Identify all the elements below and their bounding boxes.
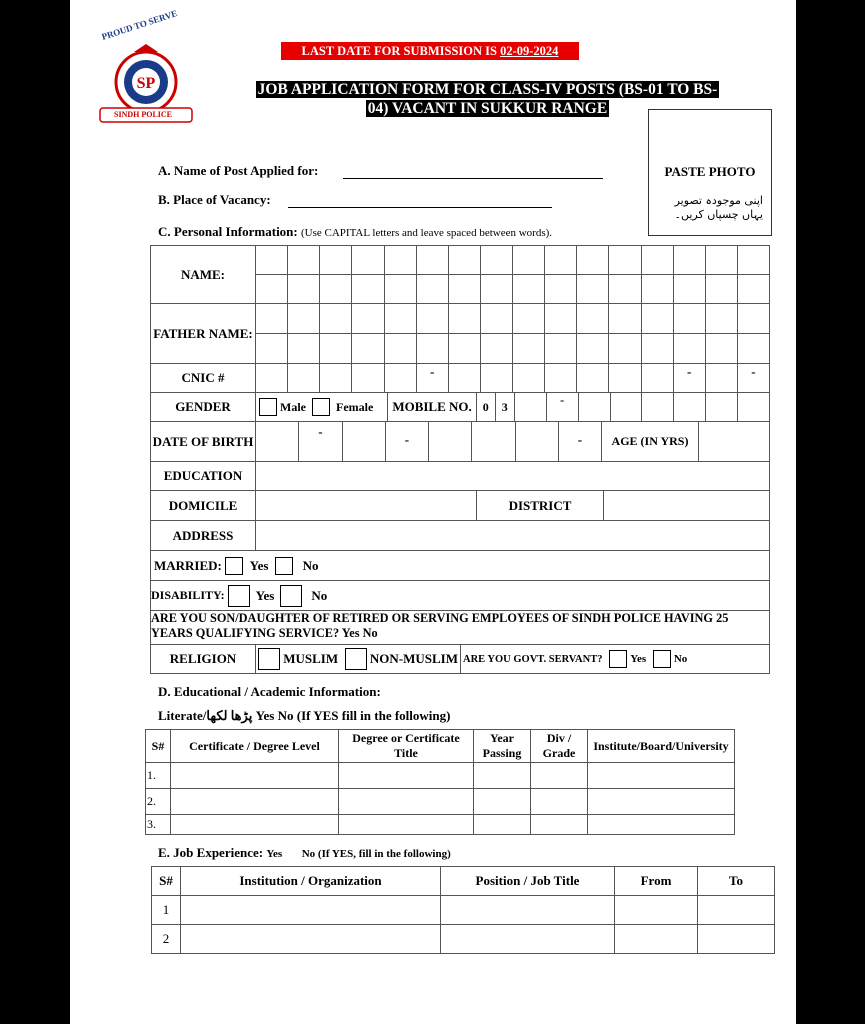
education-field[interactable] <box>256 462 770 491</box>
edu-col-level: Certificate / Degree Level <box>171 730 339 763</box>
female-checkbox[interactable] <box>312 398 330 416</box>
muslim-label: MUSLIM <box>283 651 339 666</box>
mobile-digit-1: 0 <box>476 393 495 421</box>
edu-col-year: Year Passing <box>474 730 531 763</box>
name-label: NAME: <box>151 246 256 304</box>
logo-top-text: PROUD TO SERVE <box>100 8 179 42</box>
logo-bottom-text: SINDH POLICE <box>114 110 173 119</box>
education-section-heading: D. Educational / Academic Information: <box>158 684 381 699</box>
table-row[interactable]: 2 <box>152 925 775 954</box>
govt-servant-question: ARE YOU GOVT. SERVANT? <box>460 645 602 673</box>
place-vacancy-label: B. Place of Vacancy: <box>158 192 271 207</box>
non-muslim-label: NON-MUSLIM <box>369 651 458 666</box>
experience-heading: E. Job Experience: Yes No (If YES, fill in the following) <box>158 845 451 860</box>
muslim-checkbox[interactable] <box>258 648 280 670</box>
personal-info-table <box>150 245 770 674</box>
form-title: JOB APPLICATION FORM FOR CLASS-IV POSTS (BS-01 TO BS- 04) VACANT IN SUKKUR RANGE <box>257 81 718 117</box>
disability-label: DISABILITY: <box>151 588 225 602</box>
experience-table <box>151 866 775 954</box>
dob-label: DATE OF BIRTH <box>151 422 256 462</box>
married-no-checkbox[interactable] <box>275 557 293 575</box>
education-label: EDUCATION <box>151 462 256 491</box>
police-relation-question: ARE YOU SON/DAUGHTER OF RETIRED OR SERVING EMPLOYEES OF SINDH POLICE HAVING 25 YEARS QUALIFYING SERVICE? Yes No <box>151 611 770 645</box>
male-checkbox[interactable] <box>259 398 277 416</box>
edu-col-institute: Institute/Board/University <box>588 730 735 763</box>
religion-label: RELIGION <box>151 645 256 674</box>
table-row[interactable]: 3. <box>146 815 735 835</box>
married-yes-label: Yes <box>249 557 269 573</box>
literate-question: Literate/پڑھا لکھا Yes No (If YES fill in the following) <box>158 708 451 723</box>
post-applied-field[interactable] <box>343 178 603 179</box>
post-applied-label: A. Name of Post Applied for: <box>158 163 319 178</box>
district-field[interactable] <box>604 491 769 520</box>
exp-col-to: To <box>698 867 775 896</box>
disability-yes-checkbox[interactable] <box>228 585 250 607</box>
mobile-digit-2: 3 <box>495 393 514 421</box>
edu-col-grade: Div / Grade <box>531 730 588 763</box>
exp-col-position: Position / Job Title <box>441 867 615 896</box>
mobile-label: MOBILE NO. <box>387 393 471 421</box>
photo-urdu-note: اپنی موجودہ تصویر یہاں چسپاں کریں۔ <box>674 194 763 221</box>
disability-no-label: No <box>311 587 328 603</box>
exp-col-sno: S# <box>152 867 181 896</box>
address-field[interactable] <box>256 521 770 551</box>
district-label: DISTRICT <box>477 491 604 520</box>
non-muslim-checkbox[interactable] <box>345 648 367 670</box>
male-label: Male <box>280 399 306 414</box>
address-label: ADDRESS <box>151 521 256 551</box>
govt-no-label: No <box>673 653 688 665</box>
svg-text:SP: SP <box>136 75 156 92</box>
age-label: AGE (IN YRS) <box>602 422 699 461</box>
edu-col-title: Degree or Certificate Title <box>339 730 474 763</box>
govt-yes-label: Yes <box>630 653 647 665</box>
dob-field[interactable]: - - - <box>256 422 602 461</box>
married-label: MARRIED: <box>154 557 222 573</box>
deadline-banner: LAST DATE FOR SUBMISSION IS 02-09-2024 <box>281 42 579 60</box>
govt-yes-checkbox[interactable] <box>609 650 627 668</box>
married-no-label: No <box>302 557 319 573</box>
gender-label: GENDER <box>151 393 256 422</box>
exp-col-from: From <box>615 867 698 896</box>
place-vacancy-field[interactable] <box>288 207 552 208</box>
name-field[interactable] <box>256 246 770 304</box>
married-yes-checkbox[interactable] <box>225 557 243 575</box>
female-label: Female <box>336 399 374 414</box>
table-row[interactable]: 1. <box>146 763 735 789</box>
domicile-label: DOMICILE <box>151 491 256 521</box>
mobile-field[interactable]: - <box>514 393 769 421</box>
age-field[interactable] <box>699 422 769 461</box>
education-table <box>145 729 735 835</box>
edu-col-sno: S# <box>146 730 171 763</box>
paste-photo-label: PASTE PHOTO <box>664 164 756 179</box>
personal-info-heading: C. Personal Information: (Use CAPITAL letters and leave spaced between words). <box>158 224 553 239</box>
cnic-field[interactable]: - - - <box>256 364 770 393</box>
govt-no-checkbox[interactable] <box>653 650 671 668</box>
table-row[interactable]: 1 <box>152 896 775 925</box>
application-form-page <box>70 0 796 1024</box>
photo-box[interactable] <box>648 109 772 236</box>
table-row[interactable]: 2. <box>146 789 735 815</box>
father-name-label: FATHER NAME: <box>151 304 256 364</box>
disability-no-checkbox[interactable] <box>280 585 302 607</box>
father-name-field[interactable] <box>256 304 770 364</box>
exp-col-institution: Institution / Organization <box>181 867 441 896</box>
cnic-label: CNIC # <box>151 364 256 393</box>
domicile-field[interactable] <box>256 491 477 520</box>
disability-yes-label: Yes <box>255 587 275 603</box>
